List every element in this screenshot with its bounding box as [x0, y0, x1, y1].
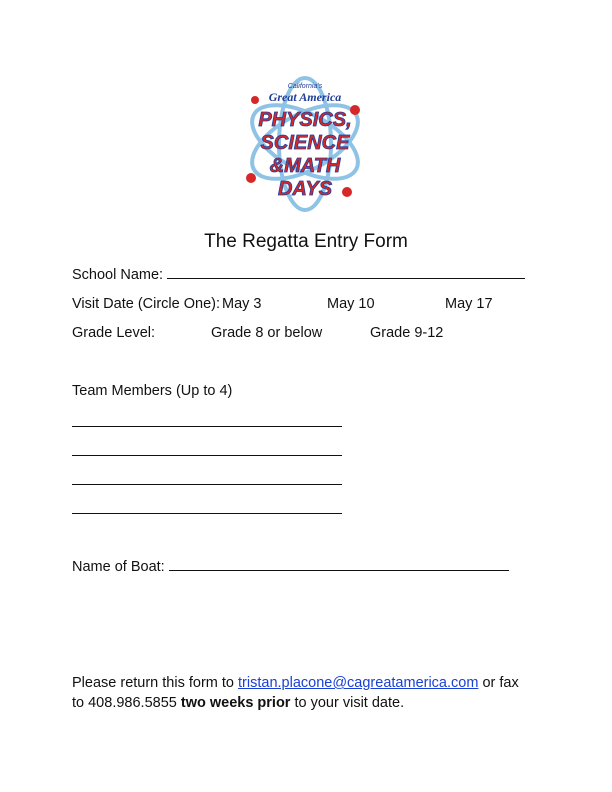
- grade-option-8-or-below[interactable]: Grade 8 or below: [211, 325, 323, 341]
- logo-brand: Great America: [268, 90, 342, 104]
- logo-days: DAYS: [277, 178, 333, 200]
- deadline-emphasis: two weeks prior: [180, 695, 291, 711]
- visit-option-may-17[interactable]: May 17: [445, 296, 493, 312]
- visit-date-label: Visit Date (Circle One):: [72, 296, 220, 312]
- boat-name-label: Name of Boat:: [72, 559, 165, 575]
- logo-science: SCIENCE: [260, 132, 350, 154]
- team-members-label: Team Members (Up to 4): [72, 383, 233, 399]
- fax-text: to 408.986.5855: [72, 695, 177, 711]
- visit-option-may-10[interactable]: May 10: [327, 296, 375, 312]
- team-member-blank-4[interactable]: [72, 513, 342, 514]
- footer-prefix: Please return this form to: [72, 675, 234, 691]
- logo-physics: PHYSICS,: [258, 109, 352, 131]
- school-name-label: School Name:: [72, 267, 164, 283]
- footer-suffix: or fax: [482, 675, 519, 691]
- boat-name-blank[interactable]: [169, 557, 509, 571]
- team-member-blank-1[interactable]: [72, 426, 342, 427]
- school-row: [72, 265, 525, 284]
- grade-option-9-12[interactable]: Grade 9-12: [370, 325, 444, 341]
- school-name-blank[interactable]: [167, 265, 525, 279]
- form-title: The Regatta Entry Form: [204, 231, 408, 252]
- event-logo: [243, 74, 368, 216]
- footer-line-1: [72, 674, 519, 692]
- boat-row: [72, 557, 509, 576]
- team-member-blank-3[interactable]: [72, 484, 342, 485]
- visit-option-may-3[interactable]: May 3: [222, 296, 262, 312]
- logo-top-text: California's: [287, 83, 323, 90]
- deadline-suffix: to your visit date.: [294, 695, 405, 711]
- footer-line-2: [72, 694, 404, 712]
- logo-math: &MATH: [269, 155, 341, 177]
- team-member-blank-2[interactable]: [72, 455, 342, 456]
- grade-level-label: Grade Level:: [72, 325, 156, 341]
- contact-email-link[interactable]: tristan.placone@cagreatamerica.com: [238, 675, 479, 691]
